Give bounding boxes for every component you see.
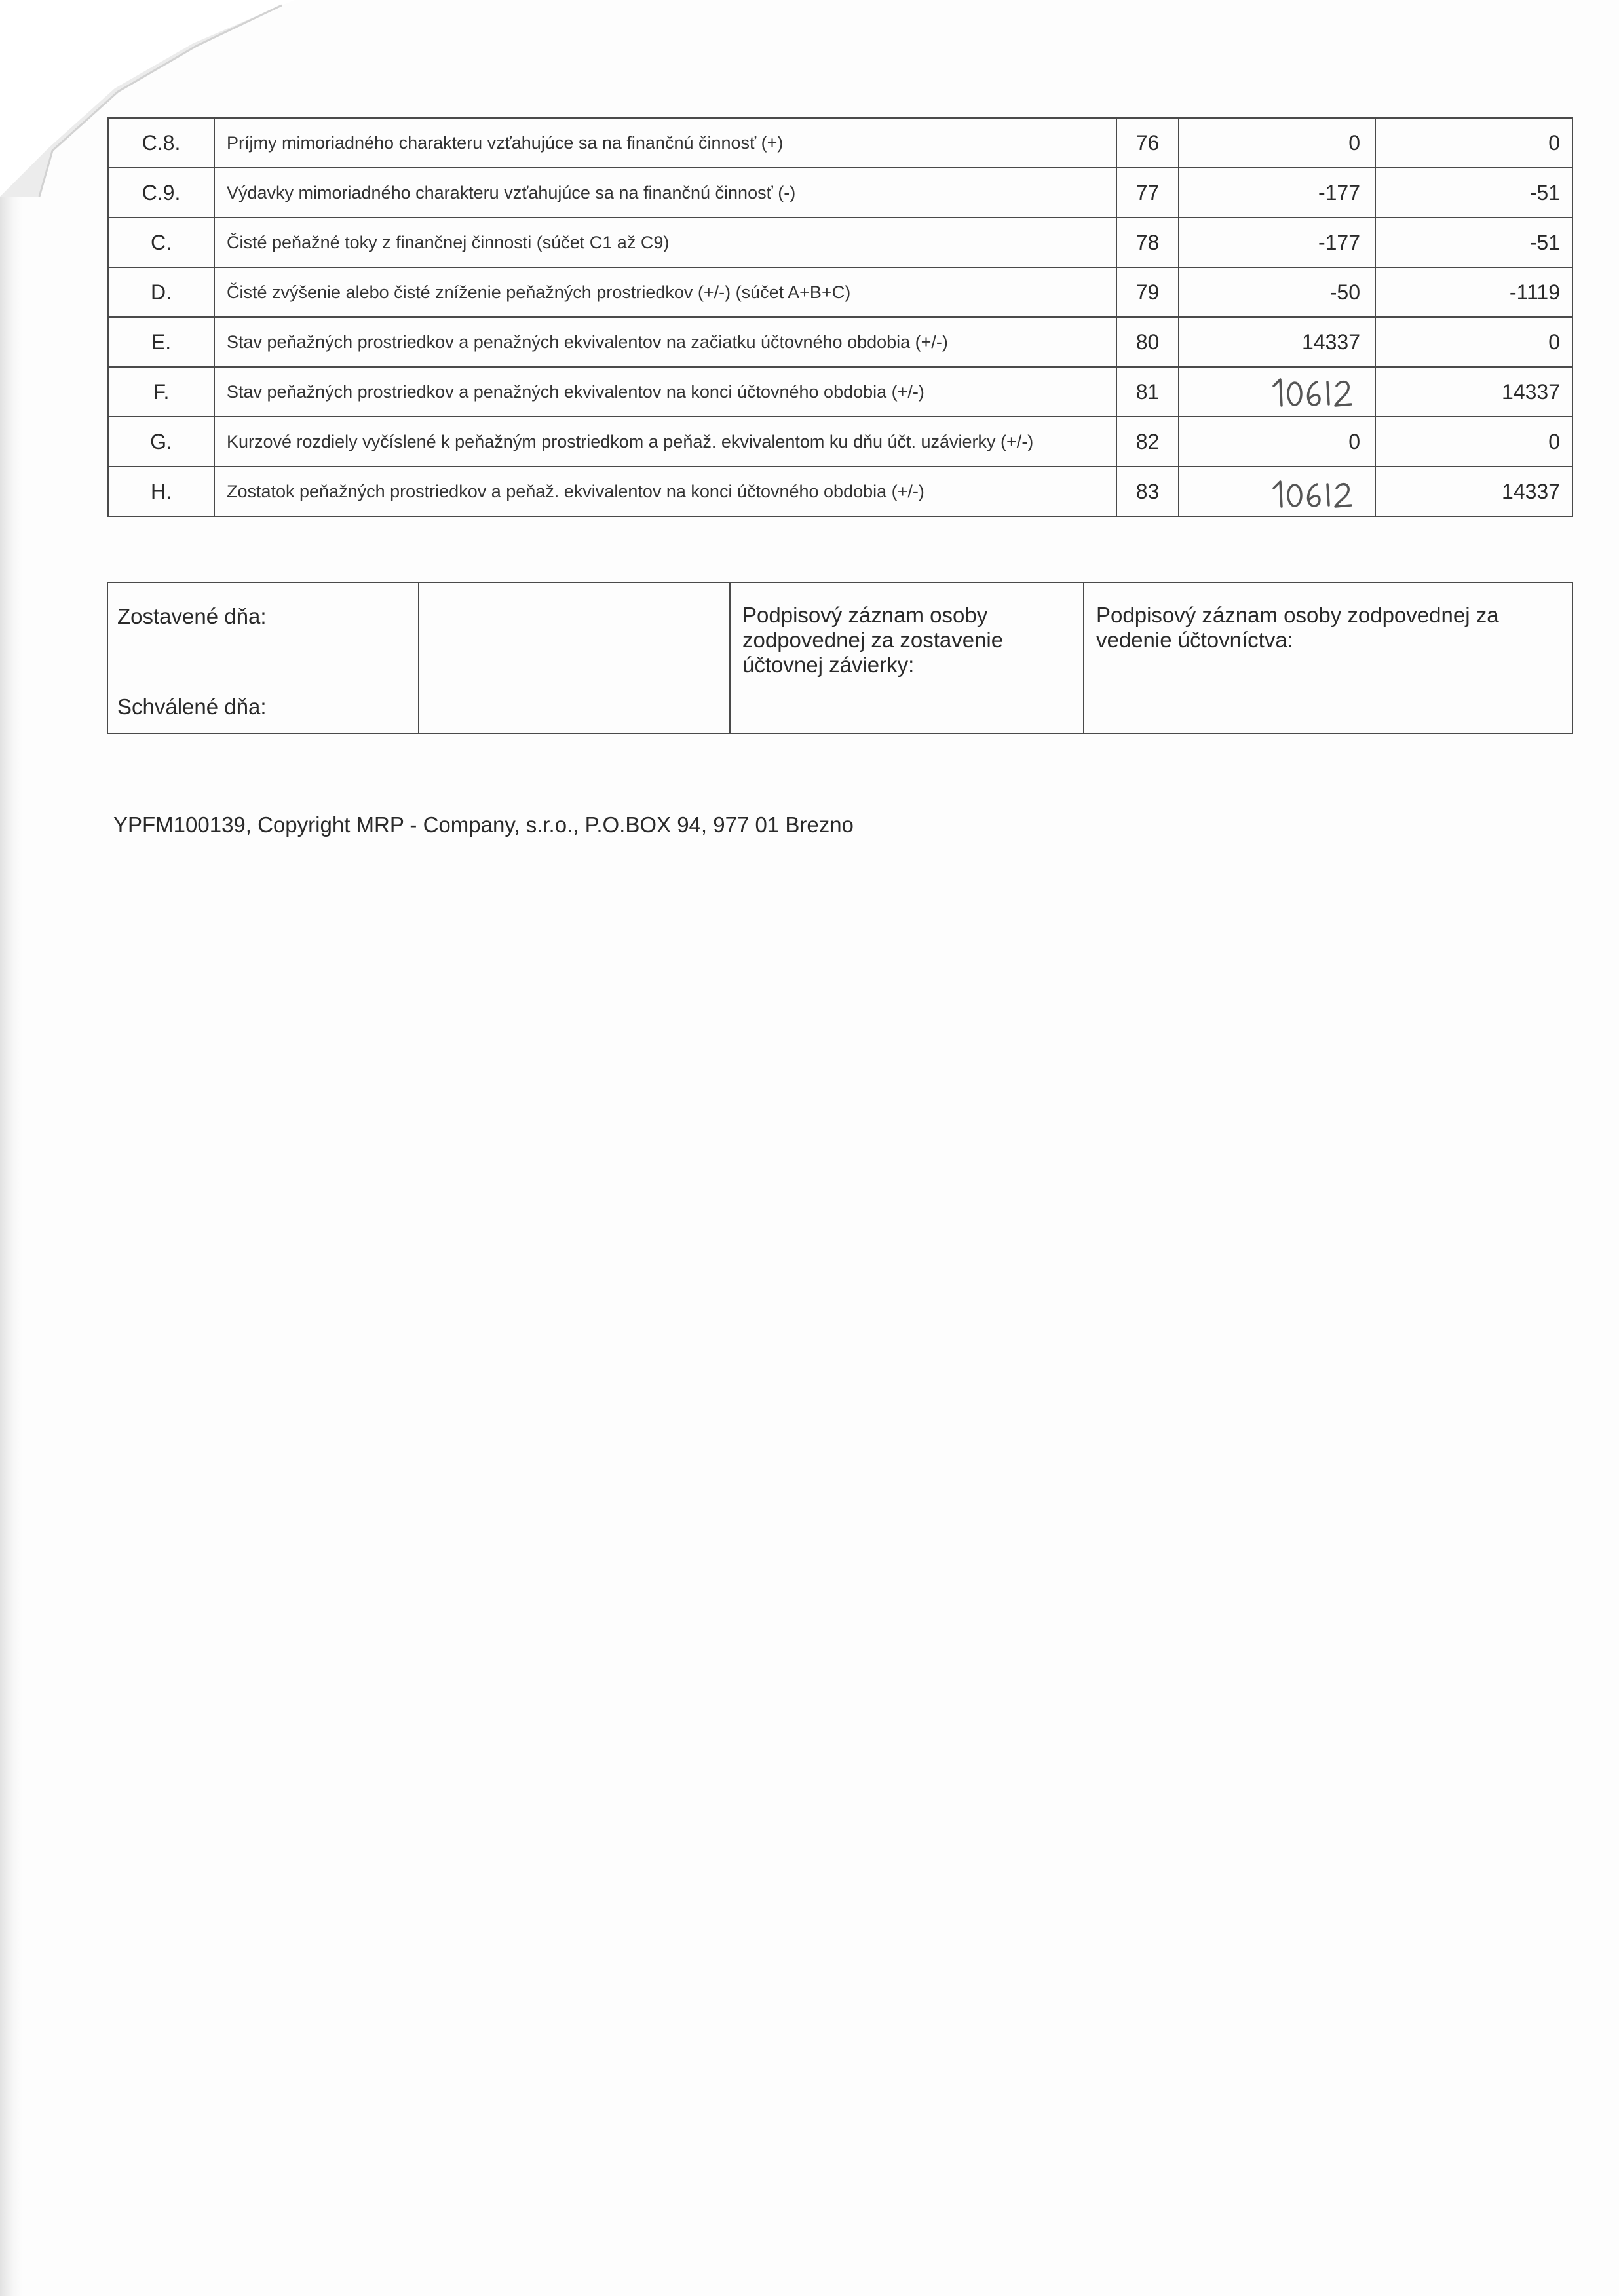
- previous-period-value: 14337: [1375, 467, 1572, 516]
- table-row: [108, 317, 1572, 367]
- previous-period-value: 14337: [1375, 367, 1572, 417]
- accountant-signature-cell: [1084, 583, 1572, 733]
- row-code: C.9.: [108, 168, 214, 218]
- row-number: 82: [1116, 417, 1179, 467]
- previous-period-value: -1119: [1375, 267, 1572, 317]
- approved-date-label: Schválené dňa:: [117, 695, 267, 719]
- copyright-footer: YPFM100139, Copyright MRP - Company, s.r.o., P.O.BOX 94, 977 01 Brezno: [113, 813, 854, 837]
- table-row: [108, 218, 1572, 267]
- row-code: H.: [108, 467, 214, 516]
- row-number: 78: [1116, 218, 1179, 267]
- row-description: Zostatok peňažných prostriedkov a peňaž. ekvivalentov na konci účtovného obdobia (+/-): [214, 467, 1116, 516]
- previous-period-value: 0: [1375, 417, 1572, 467]
- signature-row: [107, 583, 1572, 733]
- handwritten-value: [1268, 372, 1360, 412]
- row-description: Kurzové rozdiely vyčíslené k peňažným prostriedkom a peňaž. ekvivalentom ku dňu účt. uzávierky (+/-): [214, 417, 1116, 467]
- accountant-signature-label: Podpisový záznam osoby zodpovednej za vedenie účtovníctva:: [1096, 603, 1499, 652]
- row-number: 80: [1116, 317, 1179, 367]
- table-row: [108, 367, 1572, 417]
- current-period-value-handwritten: [1179, 467, 1375, 516]
- handwriting-10612-f: [1268, 372, 1360, 412]
- row-number: 79: [1116, 267, 1179, 317]
- compiled-date-label: Zostavené dňa:: [117, 604, 267, 628]
- row-description: Výdavky mimoriadného charakteru vzťahujúce sa na finančnú činnosť (-): [214, 168, 1116, 218]
- table-row: [108, 267, 1572, 317]
- row-description: Stav peňažných prostriedkov a penažných ekvivalentov na začiatku účtovného obdobia (+/-): [214, 317, 1116, 367]
- date-values-cell: [419, 583, 730, 733]
- row-number: 83: [1116, 467, 1179, 516]
- handwritten-value: [1268, 471, 1360, 512]
- current-period-value: 14337: [1179, 317, 1375, 367]
- row-code: E.: [108, 317, 214, 367]
- signature-table: [107, 582, 1573, 734]
- table-row: [108, 467, 1572, 516]
- current-period-value: 0: [1179, 417, 1375, 467]
- compiler-signature-label: Podpisový záznam osoby zodpovednej za zostavenie účtovnej závierky:: [742, 603, 1004, 677]
- table-row: [108, 118, 1572, 168]
- row-description: Príjmy mimoriadného charakteru vzťahujúce sa na finančnú činnosť (+): [214, 118, 1116, 168]
- handwriting-10612-h: [1268, 471, 1360, 512]
- row-description: Čisté peňažné toky z finančnej činnosti (súčet C1 až C9): [214, 218, 1116, 267]
- cash-flow-table: [107, 117, 1573, 517]
- row-number: 77: [1116, 168, 1179, 218]
- row-description: Stav peňažných prostriedkov a penažných ekvivalentov na konci účtovného obdobia (+/-): [214, 367, 1116, 417]
- table-row: [108, 168, 1572, 218]
- scan-edge-shadow: [0, 0, 22, 2296]
- current-period-value: -177: [1179, 218, 1375, 267]
- row-code: G.: [108, 417, 214, 467]
- compiler-signature-cell: [730, 583, 1084, 733]
- previous-period-value: 0: [1375, 118, 1572, 168]
- dates-cell: [107, 583, 419, 733]
- row-code: C.: [108, 218, 214, 267]
- current-period-value-handwritten: [1179, 367, 1375, 417]
- row-number: 76: [1116, 118, 1179, 168]
- current-period-value: -50: [1179, 267, 1375, 317]
- current-period-value: -177: [1179, 168, 1375, 218]
- row-code: C.8.: [108, 118, 214, 168]
- previous-period-value: -51: [1375, 168, 1572, 218]
- previous-period-value: -51: [1375, 218, 1572, 267]
- table-row: [108, 417, 1572, 467]
- row-code: F.: [108, 367, 214, 417]
- row-description: Čisté zvýšenie alebo čisté zníženie peňažných prostriedkov (+/-) (súčet A+B+C): [214, 267, 1116, 317]
- previous-period-value: 0: [1375, 317, 1572, 367]
- row-code: D.: [108, 267, 214, 317]
- row-number: 81: [1116, 367, 1179, 417]
- current-period-value: 0: [1179, 118, 1375, 168]
